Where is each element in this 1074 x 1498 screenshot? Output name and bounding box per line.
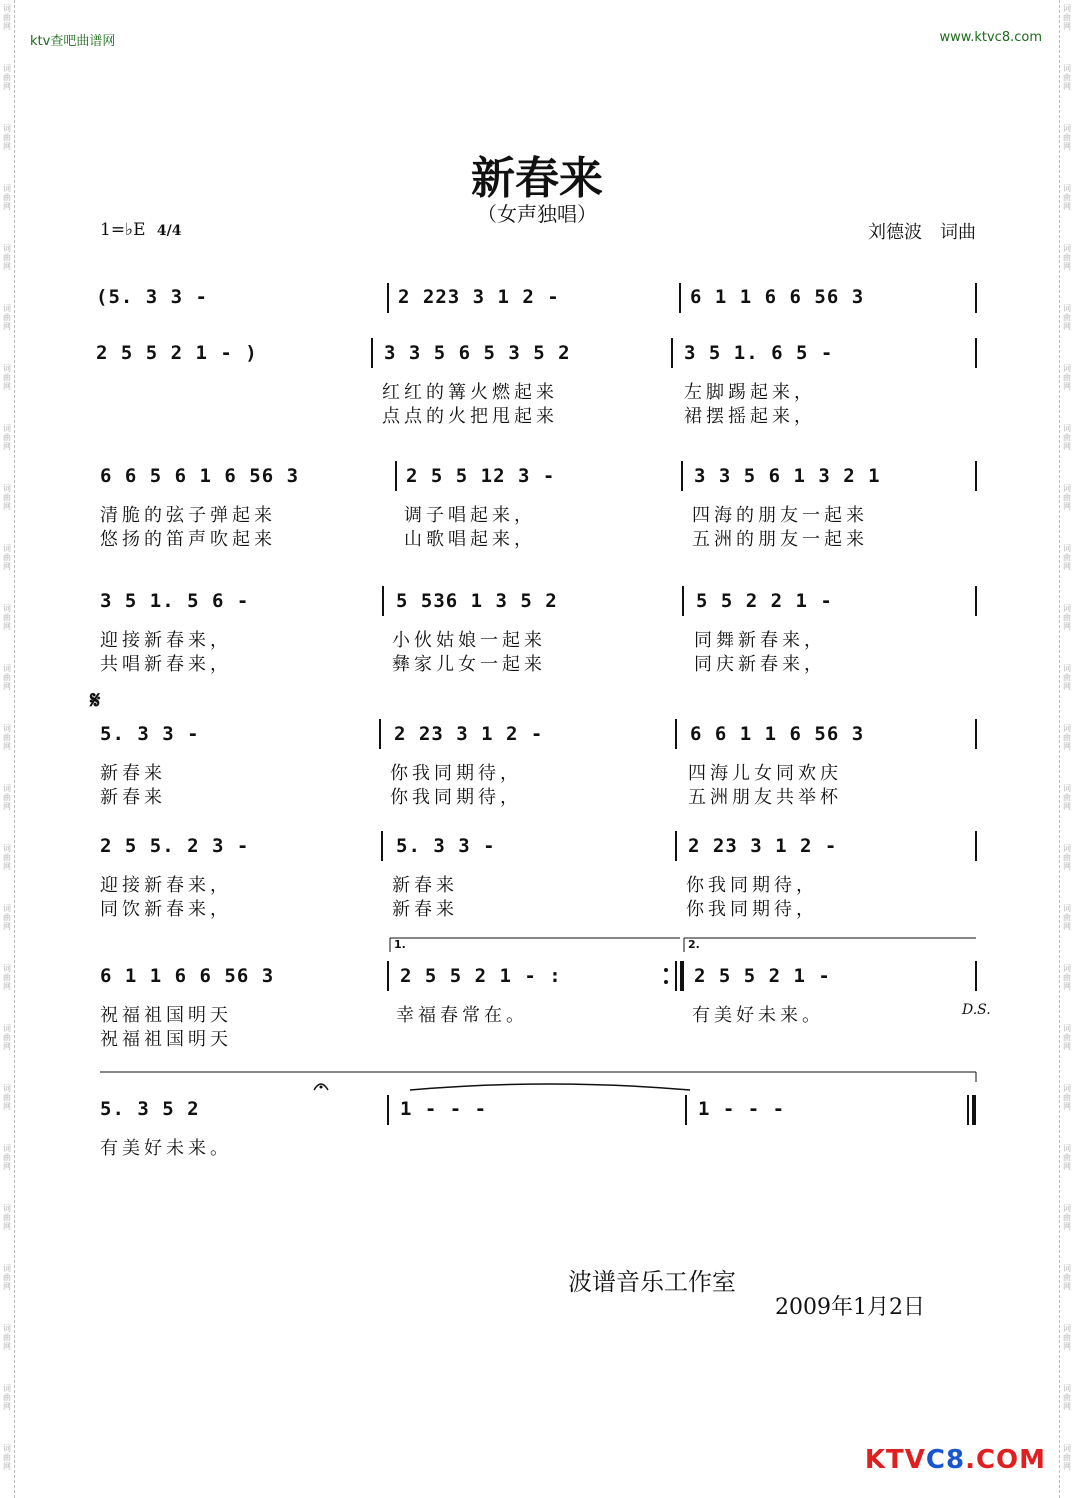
watermark-stamp: 词曲网 [3, 1444, 11, 1471]
watermark-stamp: 词曲网 [3, 664, 11, 691]
measure-notes: 5. 3 3 - [100, 723, 200, 745]
lyric-verse-1: 有美好未来。 [100, 1138, 232, 1159]
lyric-verse-2: 新春来 [392, 899, 458, 920]
watermark-stamp: 词曲网 [3, 544, 11, 571]
lyric-verse-1: 你我同期待， [390, 763, 522, 784]
watermark-stamp: 词曲网 [3, 1024, 11, 1051]
watermark-stamp: 词曲网 [1063, 1384, 1071, 1411]
watermark-stamp: 词曲网 [1063, 1444, 1071, 1471]
measure-notes: 6 1 1 6 6 56 3 [690, 286, 865, 308]
lyric-verse-1: 红红的篝火燃起来 [382, 382, 558, 403]
measure-notes: 2 5 5. 2 3 - [100, 835, 250, 857]
lyric-verse-1: 四海的朋友一起来 [692, 505, 868, 526]
measure-notes: 3 3 5 6 5 3 5 2 [384, 342, 571, 364]
watermark-stamp: 词曲网 [1063, 4, 1071, 31]
measure-notes: 5 5 2 2 1 - [696, 590, 833, 612]
watermark-stamp: 词曲网 [1063, 904, 1071, 931]
lyric-verse-1: 祝福祖国明天 [100, 1005, 232, 1026]
lyric-verse-2: 新春来 [100, 787, 166, 808]
measure-notes: 5. 3 5 2 [100, 1098, 200, 1120]
watermark-stamp: 词曲网 [3, 244, 11, 271]
watermark-stamp: 词曲网 [3, 424, 11, 451]
lyric-verse-2: 彝家儿女一起来 [392, 654, 546, 675]
lyric-verse-1: 幸福春常在。 [396, 1005, 528, 1026]
composer-credit: 刘德波 词曲 [868, 222, 976, 243]
watermark-stamp: 词曲网 [3, 4, 11, 31]
lyric-verse-2: 祝福祖国明天 [100, 1029, 232, 1050]
measure-notes: 6 6 5 6 1 6 56 3 [100, 465, 300, 487]
watermark-stamp: 词曲网 [1063, 784, 1071, 811]
watermark-stamp: 词曲网 [3, 124, 11, 151]
watermark-stamp: 词曲网 [1063, 1204, 1071, 1231]
lyric-verse-2: 同庆新春来， [694, 654, 826, 675]
measure-notes: 2 5 5 2 1 - : [400, 965, 562, 987]
volta-first: 1. [394, 938, 406, 951]
watermark-stamp: 词曲网 [1063, 544, 1071, 571]
lyric-verse-2: 同饮新春来， [100, 899, 232, 920]
measure-notes: 6 6 1 1 6 56 3 [690, 723, 865, 745]
watermark-stamp: 词曲网 [1063, 1084, 1071, 1111]
measure-notes: 5. 3 3 - [396, 835, 496, 857]
lyric-verse-1: 你我同期待， [686, 875, 818, 896]
lyric-verse-1: 调子唱起来， [404, 505, 536, 526]
measure-notes: 2 23 3 1 2 - [394, 723, 544, 745]
measure-notes: (5. 3 3 - [96, 286, 208, 308]
watermark-stamp: 词曲网 [3, 484, 11, 511]
lyric-verse-1: 同舞新春来， [694, 630, 826, 651]
logo-part-b: C8 [925, 1445, 966, 1475]
lyric-verse-2: 五洲朋友共举杯 [688, 787, 842, 808]
lyric-verse-2: 共唱新春来， [100, 654, 232, 675]
watermark-stamp: 词曲网 [1063, 604, 1071, 631]
song-subtitle: （女声独唱） [477, 202, 597, 226]
watermark-stamp: 词曲网 [3, 64, 11, 91]
logo-part-c: .COM [965, 1445, 1046, 1475]
measure-notes: 5 536 1 3 5 2 [396, 590, 558, 612]
watermark-stamp: 词曲网 [1063, 184, 1071, 211]
lyric-verse-2: 悠扬的笛声吹起来 [100, 529, 276, 550]
volta-second: 2. [688, 938, 700, 951]
measure-notes: 2 5 5 12 3 - [406, 465, 556, 487]
watermark-stamp: 词曲网 [1063, 424, 1071, 451]
measure-notes: 3 5 1. 6 5 - [684, 342, 834, 364]
measure-notes: 2 5 5 2 1 - [694, 965, 831, 987]
key-text: 1=♭E [100, 220, 146, 240]
watermark-stamp: 词曲网 [1063, 244, 1071, 271]
watermark-stamp: 词曲网 [1063, 64, 1071, 91]
watermark-stamp: 词曲网 [3, 784, 11, 811]
lyric-verse-1: 迎接新春来， [100, 630, 232, 651]
watermark-stamp: 词曲网 [3, 904, 11, 931]
watermark-stamp: 词曲网 [1063, 364, 1071, 391]
ds-mark: D.S. [962, 1002, 991, 1018]
lyric-verse-2: 山歌唱起来， [404, 529, 536, 550]
measure-notes: 2 223 3 1 2 - [398, 286, 560, 308]
watermark-stamp: 词曲网 [3, 1324, 11, 1351]
watermark-stamp: 词曲网 [3, 724, 11, 751]
lyric-verse-1: 有美好未来。 [692, 1005, 824, 1026]
watermark-stamp: 词曲网 [3, 184, 11, 211]
measure-notes: 1 - - - [698, 1098, 786, 1120]
site-name-left: ktv查吧曲谱网 [30, 34, 116, 49]
measure-notes: 1 - - - [400, 1098, 488, 1120]
segno-sign: 𝄋 [90, 686, 101, 714]
watermark-stamp: 词曲网 [3, 364, 11, 391]
watermark-stamp: 词曲网 [1063, 964, 1071, 991]
lyric-verse-1: 新春来 [100, 763, 166, 784]
lyric-verse-2: 五洲的朋友一起来 [692, 529, 868, 550]
site-url-right: www.ktvc8.com [939, 30, 1042, 45]
watermark-stamp: 词曲网 [1063, 1264, 1071, 1291]
watermark-stamp: 词曲网 [3, 1384, 11, 1411]
watermark-stamp: 词曲网 [1063, 844, 1071, 871]
watermark-stamp: 词曲网 [1063, 1024, 1071, 1051]
studio-name: 波谱音乐工作室 [568, 1268, 736, 1296]
watermark-stamp: 词曲网 [3, 604, 11, 631]
watermark-stamp: 词曲网 [1063, 664, 1071, 691]
watermark-stamp: 词曲网 [1063, 1324, 1071, 1351]
song-title: 新春来 [471, 153, 603, 204]
measure-notes: 2 5 5 2 1 - ) [96, 342, 258, 364]
measure-notes: 3 5 1. 5 6 - [100, 590, 250, 612]
measure-notes: 6 1 1 6 6 56 3 [100, 965, 275, 987]
watermark-stamp: 词曲网 [1063, 124, 1071, 151]
lyric-verse-2: 裙摆摇起来， [684, 406, 816, 427]
watermark-stamp: 词曲网 [3, 304, 11, 331]
measure-notes: 3 3 5 6 1 3 2 1 [694, 465, 881, 487]
publish-date: 2009年1月2日 [775, 1295, 925, 1320]
watermark-stamp: 词曲网 [3, 1204, 11, 1231]
lyric-verse-1: 迎接新春来， [100, 875, 232, 896]
watermark-stamp: 词曲网 [1063, 484, 1071, 511]
logo-part-a: KTV [864, 1445, 926, 1475]
watermark-stamp: 词曲网 [1063, 1144, 1071, 1171]
lyric-verse-2: 你我同期待， [686, 899, 818, 920]
watermark-stamp: 词曲网 [1063, 724, 1071, 751]
watermark-stamp: 词曲网 [3, 964, 11, 991]
lyric-verse-2: 点点的火把甩起来 [382, 406, 558, 427]
lyric-verse-1: 左脚踢起来， [684, 382, 816, 403]
site-logo [865, 1445, 1046, 1475]
lyric-verse-1: 四海儿女同欢庆 [688, 763, 842, 784]
watermark-stamp: 词曲网 [3, 1144, 11, 1171]
lyric-verse-2: 你我同期待， [390, 787, 522, 808]
measure-notes: 2 23 3 1 2 - [688, 835, 838, 857]
watermark-stamp: 词曲网 [3, 1084, 11, 1111]
watermark-stamp: 词曲网 [1063, 304, 1071, 331]
watermark-stamp: 词曲网 [3, 844, 11, 871]
lyric-verse-1: 清脆的弦子弹起来 [100, 505, 276, 526]
lyric-verse-1: 小伙姑娘一起来 [392, 630, 546, 651]
lyric-verse-1: 新春来 [392, 875, 458, 896]
time-signature: 4/4 [156, 223, 182, 239]
watermark-stamp: 词曲网 [3, 1264, 11, 1291]
